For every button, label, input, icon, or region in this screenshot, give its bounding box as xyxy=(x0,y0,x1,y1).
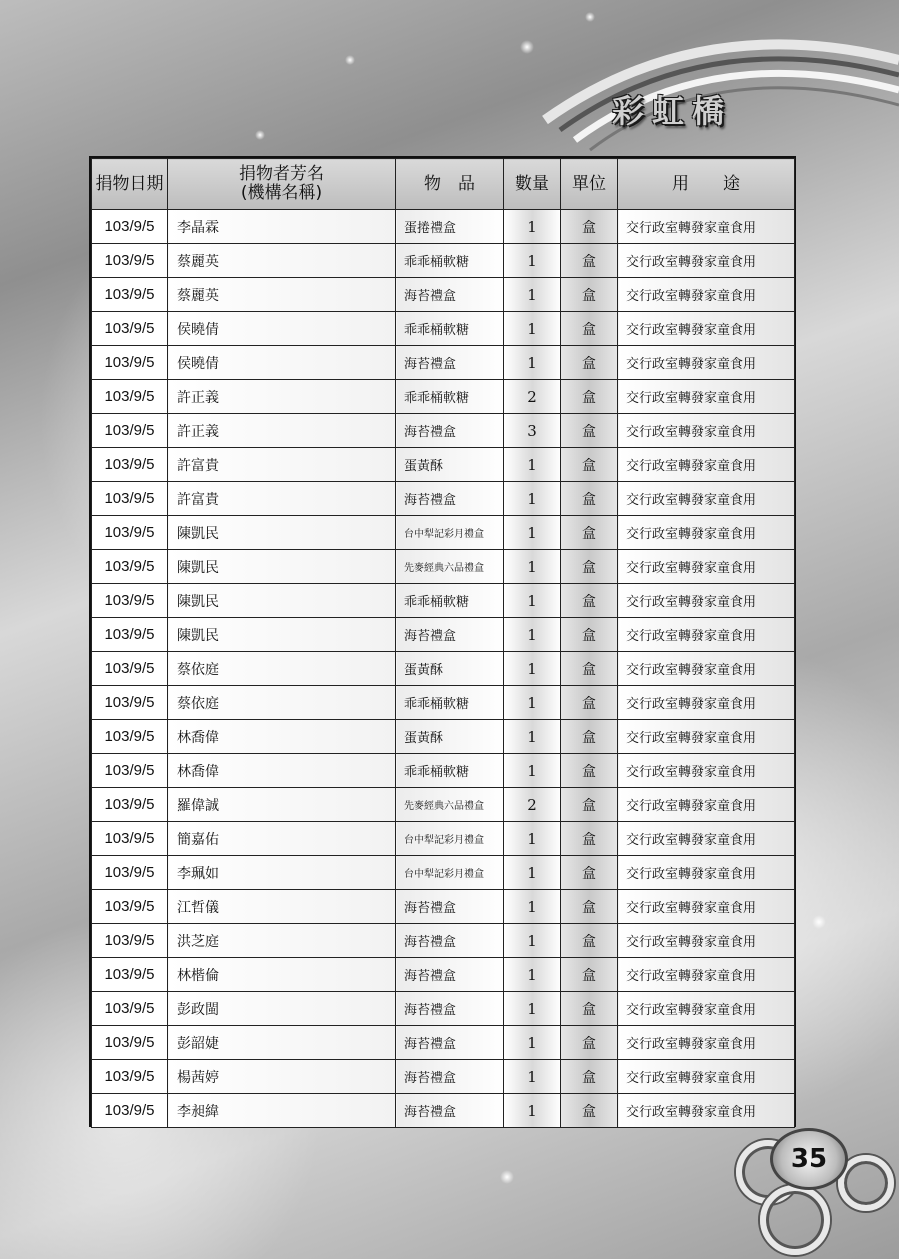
use-cell: 交行政室轉發家童食用 xyxy=(618,448,795,482)
donor-cell: 李晶霖 xyxy=(168,210,396,244)
use-cell: 交行政室轉發家童食用 xyxy=(618,618,795,652)
use-cell: 交行政室轉發家童食用 xyxy=(618,788,795,822)
header-qty: 數量 xyxy=(504,159,561,210)
item-cell: 海苔禮盒 xyxy=(396,414,504,448)
date-cell: 103/9/5 xyxy=(92,1060,168,1094)
donor-cell: 陳凱民 xyxy=(168,516,396,550)
unit-cell: 盒 xyxy=(561,1060,618,1094)
table-row xyxy=(92,924,795,958)
item-cell: 海苔禮盒 xyxy=(396,482,504,516)
donor-cell: 彭韶婕 xyxy=(168,1026,396,1060)
item-cell: 乖乖桶軟糖 xyxy=(396,754,504,788)
donor-cell: 林楷倫 xyxy=(168,958,396,992)
table-row xyxy=(92,1094,795,1128)
unit-cell: 盒 xyxy=(561,380,618,414)
date-cell: 103/9/5 xyxy=(92,244,168,278)
date-cell: 103/9/5 xyxy=(92,210,168,244)
item-cell: 海苔禮盒 xyxy=(396,1060,504,1094)
date-cell: 103/9/5 xyxy=(92,414,168,448)
donor-cell: 羅偉誠 xyxy=(168,788,396,822)
table-row xyxy=(92,482,795,516)
table-row xyxy=(92,686,795,720)
unit-cell: 盒 xyxy=(561,1094,618,1128)
header-date: 捐物日期 xyxy=(92,159,168,210)
item-cell: 乖乖桶軟糖 xyxy=(396,584,504,618)
use-cell: 交行政室轉發家童食用 xyxy=(618,482,795,516)
qty-cell: 1 xyxy=(504,686,561,720)
item-cell: 乖乖桶軟糖 xyxy=(396,380,504,414)
donation-table-container xyxy=(89,156,796,1127)
donor-cell: 許正義 xyxy=(168,380,396,414)
donor-cell: 蔡麗英 xyxy=(168,244,396,278)
qty-cell: 1 xyxy=(504,550,561,584)
donor-cell: 侯曉倩 xyxy=(168,346,396,380)
unit-cell: 盒 xyxy=(561,482,618,516)
donor-cell: 江哲儀 xyxy=(168,890,396,924)
unit-cell: 盒 xyxy=(561,992,618,1026)
table-row xyxy=(92,788,795,822)
item-cell: 海苔禮盒 xyxy=(396,958,504,992)
item-cell: 蛋黃酥 xyxy=(396,448,504,482)
item-cell: 蛋黃酥 xyxy=(396,652,504,686)
donor-cell: 林喬偉 xyxy=(168,720,396,754)
qty-cell: 1 xyxy=(504,346,561,380)
date-cell: 103/9/5 xyxy=(92,890,168,924)
item-cell: 蛋黃酥 xyxy=(396,720,504,754)
unit-cell: 盒 xyxy=(561,652,618,686)
date-cell: 103/9/5 xyxy=(92,1026,168,1060)
unit-cell: 盒 xyxy=(561,958,618,992)
qty-cell: 1 xyxy=(504,992,561,1026)
header-unit: 單位 xyxy=(561,159,618,210)
table-row xyxy=(92,822,795,856)
unit-cell: 盒 xyxy=(561,550,618,584)
sparkle-decoration xyxy=(345,55,355,65)
use-cell: 交行政室轉發家童食用 xyxy=(618,1094,795,1128)
date-cell: 103/9/5 xyxy=(92,618,168,652)
header-use: 用 途 xyxy=(618,159,795,210)
use-cell: 交行政室轉發家童食用 xyxy=(618,210,795,244)
qty-cell: 1 xyxy=(504,720,561,754)
qty-cell: 1 xyxy=(504,652,561,686)
unit-cell: 盒 xyxy=(561,414,618,448)
date-cell: 103/9/5 xyxy=(92,380,168,414)
donor-cell: 許正義 xyxy=(168,414,396,448)
donor-cell: 蔡依庭 xyxy=(168,652,396,686)
unit-cell: 盒 xyxy=(561,448,618,482)
donor-cell: 蔡依庭 xyxy=(168,686,396,720)
item-cell: 先麥經典六品禮盒 xyxy=(396,550,504,584)
unit-cell: 盒 xyxy=(561,890,618,924)
use-cell: 交行政室轉發家童食用 xyxy=(618,890,795,924)
table-row xyxy=(92,720,795,754)
item-cell: 海苔禮盒 xyxy=(396,992,504,1026)
donor-cell: 簡嘉佑 xyxy=(168,822,396,856)
donor-cell: 侯曉倩 xyxy=(168,312,396,346)
sparkle-decoration xyxy=(812,915,826,929)
table-row xyxy=(92,278,795,312)
qty-cell: 1 xyxy=(504,1060,561,1094)
qty-cell: 1 xyxy=(504,856,561,890)
qty-cell: 1 xyxy=(504,278,561,312)
date-cell: 103/9/5 xyxy=(92,754,168,788)
use-cell: 交行政室轉發家童食用 xyxy=(618,278,795,312)
use-cell: 交行政室轉發家童食用 xyxy=(618,822,795,856)
table-row xyxy=(92,618,795,652)
date-cell: 103/9/5 xyxy=(92,448,168,482)
date-cell: 103/9/5 xyxy=(92,856,168,890)
table-row xyxy=(92,516,795,550)
qty-cell: 1 xyxy=(504,754,561,788)
use-cell: 交行政室轉發家童食用 xyxy=(618,720,795,754)
use-cell: 交行政室轉發家童食用 xyxy=(618,958,795,992)
qty-cell: 1 xyxy=(504,482,561,516)
item-cell: 台中犁記彩月禮盒 xyxy=(396,822,504,856)
date-cell: 103/9/5 xyxy=(92,584,168,618)
item-cell: 海苔禮盒 xyxy=(396,1094,504,1128)
qty-cell: 1 xyxy=(504,924,561,958)
date-cell: 103/9/5 xyxy=(92,924,168,958)
table-row xyxy=(92,890,795,924)
qty-cell: 1 xyxy=(504,584,561,618)
date-cell: 103/9/5 xyxy=(92,720,168,754)
use-cell: 交行政室轉發家童食用 xyxy=(618,550,795,584)
table-row xyxy=(92,1060,795,1094)
unit-cell: 盒 xyxy=(561,924,618,958)
item-cell: 蛋捲禮盒 xyxy=(396,210,504,244)
unit-cell: 盒 xyxy=(561,244,618,278)
table-row xyxy=(92,210,795,244)
unit-cell: 盒 xyxy=(561,1026,618,1060)
unit-cell: 盒 xyxy=(561,686,618,720)
date-cell: 103/9/5 xyxy=(92,346,168,380)
use-cell: 交行政室轉發家童食用 xyxy=(618,924,795,958)
use-cell: 交行政室轉發家童食用 xyxy=(618,856,795,890)
sparkle-decoration xyxy=(585,12,595,22)
qty-cell: 1 xyxy=(504,312,561,346)
donor-cell: 彭政閩 xyxy=(168,992,396,1026)
unit-cell: 盒 xyxy=(561,312,618,346)
use-cell: 交行政室轉發家童食用 xyxy=(618,244,795,278)
table-row xyxy=(92,550,795,584)
sparkle-decoration xyxy=(520,40,534,54)
item-cell: 台中犁記彩月禮盒 xyxy=(396,856,504,890)
qty-cell: 1 xyxy=(504,1094,561,1128)
qty-cell: 1 xyxy=(504,516,561,550)
table-row xyxy=(92,414,795,448)
table-row xyxy=(92,244,795,278)
donor-cell: 許富貴 xyxy=(168,448,396,482)
date-cell: 103/9/5 xyxy=(92,482,168,516)
donor-cell: 蔡麗英 xyxy=(168,278,396,312)
donor-cell: 許富貴 xyxy=(168,482,396,516)
qty-cell: 2 xyxy=(504,380,561,414)
header-donor-line1: 捐物者芳名 xyxy=(239,164,324,184)
unit-cell: 盒 xyxy=(561,584,618,618)
donor-cell: 陳凱民 xyxy=(168,584,396,618)
use-cell: 交行政室轉發家童食用 xyxy=(618,686,795,720)
item-cell: 海苔禮盒 xyxy=(396,924,504,958)
item-cell: 海苔禮盒 xyxy=(396,346,504,380)
donor-cell: 李昶緯 xyxy=(168,1094,396,1128)
table-row xyxy=(92,652,795,686)
donor-cell: 陳凱民 xyxy=(168,618,396,652)
table-body xyxy=(92,210,795,1128)
donor-cell: 李珮如 xyxy=(168,856,396,890)
sparkle-decoration xyxy=(500,1170,514,1184)
unit-cell: 盒 xyxy=(561,346,618,380)
date-cell: 103/9/5 xyxy=(92,1094,168,1128)
unit-cell: 盒 xyxy=(561,618,618,652)
qty-cell: 3 xyxy=(504,414,561,448)
item-cell: 乖乖桶軟糖 xyxy=(396,312,504,346)
item-cell: 海苔禮盒 xyxy=(396,278,504,312)
qty-cell: 1 xyxy=(504,1026,561,1060)
unit-cell: 盒 xyxy=(561,720,618,754)
date-cell: 103/9/5 xyxy=(92,958,168,992)
use-cell: 交行政室轉發家童食用 xyxy=(618,516,795,550)
table-row xyxy=(92,958,795,992)
use-cell: 交行政室轉發家童食用 xyxy=(618,346,795,380)
sparkle-decoration xyxy=(255,130,265,140)
date-cell: 103/9/5 xyxy=(92,788,168,822)
item-cell: 台中犁記彩月禮盒 xyxy=(396,516,504,550)
date-cell: 103/9/5 xyxy=(92,516,168,550)
qty-cell: 1 xyxy=(504,890,561,924)
table-row xyxy=(92,856,795,890)
item-cell: 海苔禮盒 xyxy=(396,890,504,924)
unit-cell: 盒 xyxy=(561,856,618,890)
table-row xyxy=(92,1026,795,1060)
use-cell: 交行政室轉發家童食用 xyxy=(618,380,795,414)
item-cell: 乖乖桶軟糖 xyxy=(396,686,504,720)
qty-cell: 1 xyxy=(504,618,561,652)
use-cell: 交行政室轉發家童食用 xyxy=(618,754,795,788)
unit-cell: 盒 xyxy=(561,210,618,244)
unit-cell: 盒 xyxy=(561,516,618,550)
use-cell: 交行政室轉發家童食用 xyxy=(618,312,795,346)
use-cell: 交行政室轉發家童食用 xyxy=(618,652,795,686)
page-number: 35 xyxy=(770,1128,848,1190)
donor-cell: 洪芝庭 xyxy=(168,924,396,958)
donor-cell: 楊茜婷 xyxy=(168,1060,396,1094)
table-row xyxy=(92,346,795,380)
table-row xyxy=(92,312,795,346)
donation-table xyxy=(91,158,795,1128)
date-cell: 103/9/5 xyxy=(92,686,168,720)
circle-decoration xyxy=(760,1185,830,1255)
item-cell: 先麥經典六品禮盒 xyxy=(396,788,504,822)
unit-cell: 盒 xyxy=(561,754,618,788)
qty-cell: 1 xyxy=(504,822,561,856)
table-row xyxy=(92,754,795,788)
date-cell: 103/9/5 xyxy=(92,992,168,1026)
table-row xyxy=(92,992,795,1026)
date-cell: 103/9/5 xyxy=(92,550,168,584)
table-header-row xyxy=(92,159,795,210)
date-cell: 103/9/5 xyxy=(92,652,168,686)
section-title: 彩虹橋 xyxy=(612,92,733,130)
unit-cell: 盒 xyxy=(561,278,618,312)
use-cell: 交行政室轉發家童食用 xyxy=(618,1026,795,1060)
qty-cell: 1 xyxy=(504,210,561,244)
header-donor-line2: (機構名稱) xyxy=(240,183,323,203)
use-cell: 交行政室轉發家童食用 xyxy=(618,584,795,618)
qty-cell: 1 xyxy=(504,448,561,482)
header-donor xyxy=(168,159,396,210)
unit-cell: 盒 xyxy=(561,788,618,822)
table-row xyxy=(92,380,795,414)
use-cell: 交行政室轉發家童食用 xyxy=(618,992,795,1026)
item-cell: 海苔禮盒 xyxy=(396,618,504,652)
donor-cell: 陳凱民 xyxy=(168,550,396,584)
item-cell: 乖乖桶軟糖 xyxy=(396,244,504,278)
table-row xyxy=(92,448,795,482)
date-cell: 103/9/5 xyxy=(92,822,168,856)
use-cell: 交行政室轉發家童食用 xyxy=(618,1060,795,1094)
qty-cell: 2 xyxy=(504,788,561,822)
qty-cell: 1 xyxy=(504,244,561,278)
unit-cell: 盒 xyxy=(561,822,618,856)
use-cell: 交行政室轉發家童食用 xyxy=(618,414,795,448)
date-cell: 103/9/5 xyxy=(92,312,168,346)
qty-cell: 1 xyxy=(504,958,561,992)
item-cell: 海苔禮盒 xyxy=(396,1026,504,1060)
donor-cell: 林喬偉 xyxy=(168,754,396,788)
table-row xyxy=(92,584,795,618)
header-item: 物 品 xyxy=(396,159,504,210)
date-cell: 103/9/5 xyxy=(92,278,168,312)
